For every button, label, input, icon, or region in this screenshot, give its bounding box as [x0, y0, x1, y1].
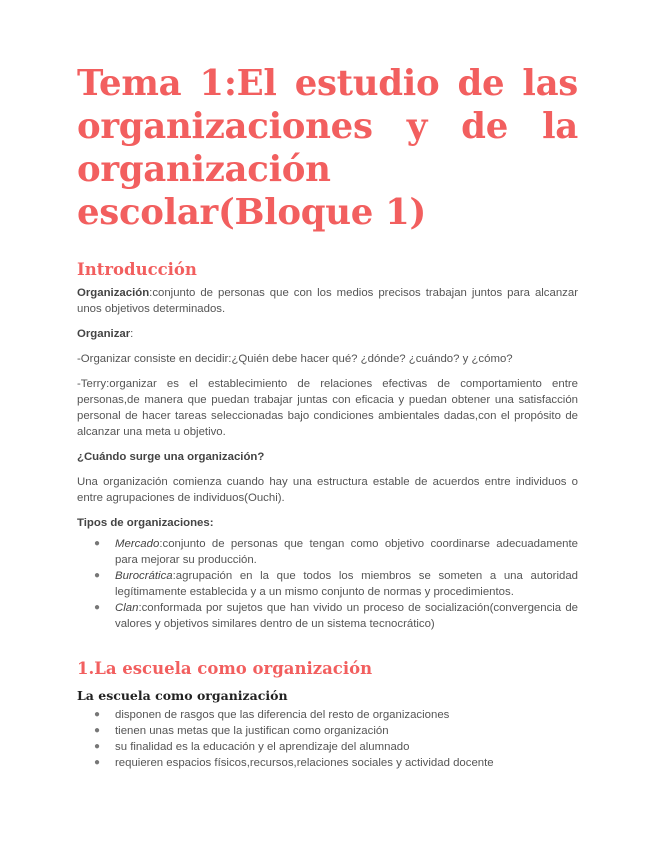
tipos-heading-text: Tipos de organizaciones:: [77, 517, 214, 529]
intro-heading: Introducción: [77, 260, 197, 279]
organizar-term: Organizar: [77, 328, 131, 340]
terry-definition: -Terry:organizar es el establecimiento de relaciones efectivas de comportamiento entre personas,de manera que puedan trabajar juntas con eficacia y puedan obtener una satisfacción personal de hacer tareas seleccionadas bajo condiciones ambientales dadas,con el propósito de alcanzar una meta u objetivo.: [77, 378, 578, 438]
bullet-icon: ●: [94, 741, 101, 752]
title-line-1: Tema 1:El estudio de las: [77, 63, 578, 104]
list-item-text: tienen unas metas que la justifican como organización: [115, 725, 389, 737]
bullet-icon: ●: [94, 570, 101, 581]
title-line-2: organizaciones y de la: [77, 106, 578, 147]
organizar-colon: :: [130, 328, 134, 340]
cuando-question: [77, 449, 578, 465]
list-item-text: su finalidad es la educación y el aprendizaje del alumnado: [115, 741, 410, 753]
tipo-desc: :conjunto de personas que tengan como objetivo coordinarse adecuadamente para mejorar su producción.: [115, 538, 578, 566]
tipo-term: Burocrática: [115, 570, 173, 582]
list-item: [94, 739, 578, 755]
title-line-3: organización: [77, 149, 331, 190]
organizar-line: -Organizar consiste en decidir:¿Quién debe hacer qué? ¿dónde? ¿cuándo? y ¿cómo?: [77, 353, 513, 365]
list-item: [94, 536, 578, 568]
list-item-text: disponen de rasgos que las diferencia del resto de organizaciones: [115, 709, 450, 721]
section1-subheading: La escuela como organización: [77, 688, 288, 703]
tipo-desc: :conformada por sujetos que han vivido un proceso de socialización(convergencia de valores y objetivos similares dentro de un sistema tecnocrático): [115, 602, 578, 630]
tipos-heading: [77, 515, 578, 531]
escuela-list: [77, 707, 578, 771]
list-item: [94, 755, 578, 771]
list-item: [94, 568, 578, 600]
bullet-icon: ●: [94, 725, 101, 736]
organizar-label: [77, 326, 578, 342]
list-item: [94, 600, 578, 632]
organizacion-term: Organización: [77, 287, 150, 299]
list-item: [94, 707, 578, 723]
page-title: [77, 62, 578, 234]
bullet-icon: ●: [94, 602, 101, 613]
tipo-desc: :agrupación en la que todos los miembros se someten a una autoridad legítimamente establecida y a un mismo conjunto de normas y procedimientos.: [115, 570, 578, 598]
tipo-term: Mercado: [115, 538, 160, 550]
bullet-icon: ●: [94, 538, 101, 549]
bullet-icon: ●: [94, 709, 101, 720]
list-item-text: requieren espacios físicos,recursos,relaciones sociales y actividad docente: [115, 757, 494, 769]
title-line-4: escolar(Bloque 1): [77, 192, 426, 233]
bullet-icon: ●: [94, 757, 101, 768]
cuando-question-text: ¿Cuándo surge una organización?: [77, 451, 265, 463]
tipos-list: [77, 536, 578, 632]
organizacion-def-text: :conjunto de personas que con los medios precisos trabajan juntos para alcanzar unos objetivos determinados.: [77, 287, 578, 315]
cuando-answer: Una organización comienza cuando hay una estructura estable de acuerdos entre individuos o entre agrupaciones de individuos(Ouchi).: [77, 476, 578, 504]
list-item: [94, 723, 578, 739]
organizacion-definition: [77, 285, 578, 317]
tipo-term: Clan: [115, 602, 139, 614]
section1-heading: 1.La escuela como organización: [77, 659, 373, 678]
